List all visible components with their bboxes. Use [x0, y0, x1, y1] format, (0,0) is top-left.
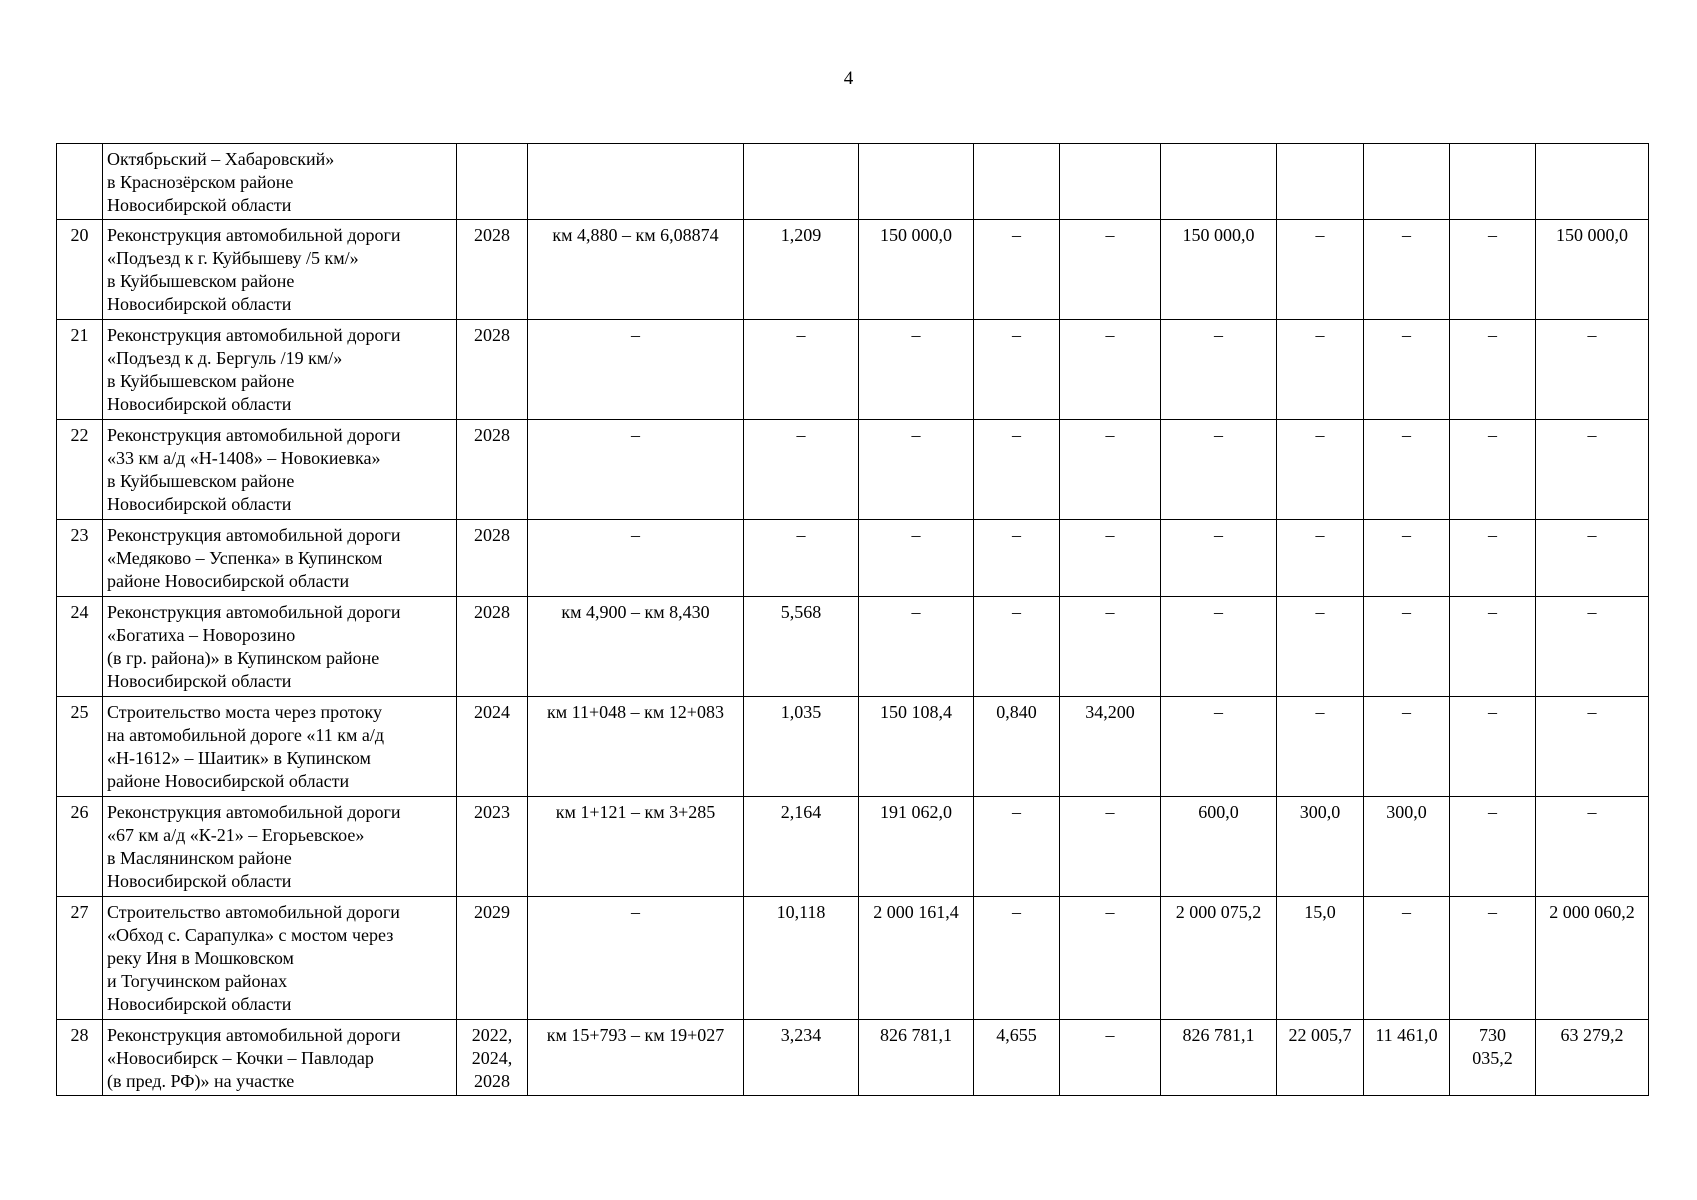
value-col-9: –: [1161, 420, 1277, 520]
total-cost: –: [859, 520, 974, 597]
length-km: 1,209: [744, 220, 859, 320]
value-col-13: 150 000,0: [1536, 220, 1649, 320]
row-number: 25: [57, 697, 103, 797]
value-col-12: –: [1450, 897, 1536, 1020]
value-col-13: –: [1536, 597, 1649, 697]
length-km: –: [744, 420, 859, 520]
value-col-8: –: [1060, 897, 1161, 1020]
row-number: 21: [57, 320, 103, 420]
value-col-8: [1060, 144, 1161, 220]
value-col-12: –: [1450, 420, 1536, 520]
total-cost: 826 781,1: [859, 1020, 974, 1096]
project-name: Октябрьский – Хабаровский» в Краснозёрском районе Новосибирской области: [103, 144, 457, 220]
value-col-13: [1536, 144, 1649, 220]
road-section: –: [528, 520, 744, 597]
length-km: 2,164: [744, 797, 859, 897]
value-col-9: 2 000 075,2: [1161, 897, 1277, 1020]
row-number: 20: [57, 220, 103, 320]
value-col-10: –: [1277, 520, 1364, 597]
total-cost: [859, 144, 974, 220]
project-year: 2028: [457, 220, 528, 320]
row-number: [57, 144, 103, 220]
value-col-12: –: [1450, 220, 1536, 320]
project-name: Строительство автомобильной дороги «Обход с. Сарапулка» с мостом через реку Иня в Мошковском и Тогучинском районах Новосибирской области: [103, 897, 457, 1020]
length-km: –: [744, 320, 859, 420]
road-section: –: [528, 897, 744, 1020]
project-name: Реконструкция автомобильной дороги «Подъезд к д. Бергуль /19 км/» в Куйбышевском районе Новосибирской области: [103, 320, 457, 420]
value-col-11: –: [1364, 597, 1450, 697]
value-col-10: –: [1277, 420, 1364, 520]
value-col-7: –: [974, 520, 1060, 597]
road-section: км 4,880 – км 6,08874: [528, 220, 744, 320]
value-col-13: 63 279,2: [1536, 1020, 1649, 1096]
value-col-12: 730 035,2: [1450, 1020, 1536, 1096]
project-year: 2022, 2024, 2028: [457, 1020, 528, 1096]
table-row: [57, 220, 1649, 320]
value-col-13: –: [1536, 320, 1649, 420]
value-col-7: –: [974, 220, 1060, 320]
value-col-12: –: [1450, 520, 1536, 597]
project-year: 2028: [457, 520, 528, 597]
value-col-11: 300,0: [1364, 797, 1450, 897]
value-col-7: –: [974, 320, 1060, 420]
value-col-10: [1277, 144, 1364, 220]
value-col-7: –: [974, 420, 1060, 520]
value-col-10: –: [1277, 697, 1364, 797]
table-row: [57, 797, 1649, 897]
table-row: [57, 144, 1649, 220]
road-section: км 1+121 – км 3+285: [528, 797, 744, 897]
value-col-9: 150 000,0: [1161, 220, 1277, 320]
road-section: км 15+793 – км 19+027: [528, 1020, 744, 1096]
length-km: 3,234: [744, 1020, 859, 1096]
row-number: 26: [57, 797, 103, 897]
value-col-8: –: [1060, 320, 1161, 420]
value-col-11: –: [1364, 520, 1450, 597]
value-col-12: –: [1450, 320, 1536, 420]
project-year: 2028: [457, 320, 528, 420]
value-col-11: –: [1364, 697, 1450, 797]
value-col-7: [974, 144, 1060, 220]
length-km: 1,035: [744, 697, 859, 797]
value-col-11: –: [1364, 220, 1450, 320]
value-col-11: [1364, 144, 1450, 220]
value-col-8: 34,200: [1060, 697, 1161, 797]
total-cost: 150 000,0: [859, 220, 974, 320]
total-cost: –: [859, 420, 974, 520]
value-col-9: –: [1161, 520, 1277, 597]
value-col-8: –: [1060, 520, 1161, 597]
value-col-9: –: [1161, 697, 1277, 797]
project-year: [457, 144, 528, 220]
value-col-9: –: [1161, 320, 1277, 420]
row-number: 27: [57, 897, 103, 1020]
value-col-10: 15,0: [1277, 897, 1364, 1020]
row-number: 24: [57, 597, 103, 697]
road-projects-table: [56, 143, 1649, 1096]
table-body: [57, 144, 1649, 1096]
value-col-12: –: [1450, 697, 1536, 797]
value-col-13: –: [1536, 420, 1649, 520]
total-cost: 150 108,4: [859, 697, 974, 797]
value-col-9: [1161, 144, 1277, 220]
value-col-9: 600,0: [1161, 797, 1277, 897]
row-number: 23: [57, 520, 103, 597]
table-row: [57, 420, 1649, 520]
length-km: 5,568: [744, 597, 859, 697]
project-year: 2028: [457, 420, 528, 520]
value-col-12: –: [1450, 597, 1536, 697]
value-col-8: –: [1060, 220, 1161, 320]
road-section: –: [528, 320, 744, 420]
value-col-13: –: [1536, 520, 1649, 597]
row-number: 22: [57, 420, 103, 520]
value-col-11: –: [1364, 420, 1450, 520]
project-name: Реконструкция автомобильной дороги «33 км а/д «Н-1408» – Новокиевка» в Куйбышевском районе Новосибирской области: [103, 420, 457, 520]
project-year: 2029: [457, 897, 528, 1020]
value-col-11: –: [1364, 897, 1450, 1020]
total-cost: 2 000 161,4: [859, 897, 974, 1020]
value-col-7: 0,840: [974, 697, 1060, 797]
value-col-10: –: [1277, 220, 1364, 320]
value-col-7: –: [974, 797, 1060, 897]
value-col-7: –: [974, 597, 1060, 697]
value-col-10: 22 005,7: [1277, 1020, 1364, 1096]
project-name: Реконструкция автомобильной дороги «Богатиха – Новорозино (в гр. района)» в Купинском районе Новосибирской области: [103, 597, 457, 697]
value-col-13: –: [1536, 797, 1649, 897]
length-km: 10,118: [744, 897, 859, 1020]
length-km: [744, 144, 859, 220]
total-cost: 191 062,0: [859, 797, 974, 897]
value-col-10: –: [1277, 597, 1364, 697]
value-col-12: [1450, 144, 1536, 220]
length-km: –: [744, 520, 859, 597]
road-section: км 11+048 – км 12+083: [528, 697, 744, 797]
project-year: 2028: [457, 597, 528, 697]
project-name: Строительство моста через протоку на автомобильной дороге «11 км а/д «Н-1612» – Шаитик» в Купинском районе Новосибирской области: [103, 697, 457, 797]
project-name: Реконструкция автомобильной дороги «Медяково – Успенка» в Купинском районе Новосибирской области: [103, 520, 457, 597]
project-name: Реконструкция автомобильной дороги «Новосибирск – Кочки – Павлодар (в пред. РФ)» на участке: [103, 1020, 457, 1096]
value-col-10: –: [1277, 320, 1364, 420]
value-col-9: –: [1161, 597, 1277, 697]
row-number: 28: [57, 1020, 103, 1096]
table-row: [57, 520, 1649, 597]
value-col-11: 11 461,0: [1364, 1020, 1450, 1096]
total-cost: –: [859, 597, 974, 697]
project-name: Реконструкция автомобильной дороги «67 км а/д «К-21» – Егорьевское» в Маслянинском районе Новосибирской области: [103, 797, 457, 897]
table-row: [57, 697, 1649, 797]
value-col-13: –: [1536, 697, 1649, 797]
value-col-11: –: [1364, 320, 1450, 420]
total-cost: –: [859, 320, 974, 420]
value-col-8: –: [1060, 1020, 1161, 1096]
project-name: Реконструкция автомобильной дороги «Подъезд к г. Куйбышеву /5 км/» в Куйбышевском районе Новосибирской области: [103, 220, 457, 320]
table-row: [57, 320, 1649, 420]
table-row: [57, 597, 1649, 697]
road-section: км 4,900 – км 8,430: [528, 597, 744, 697]
project-year: 2023: [457, 797, 528, 897]
value-col-12: –: [1450, 797, 1536, 897]
project-year: 2024: [457, 697, 528, 797]
value-col-8: –: [1060, 420, 1161, 520]
value-col-8: –: [1060, 597, 1161, 697]
value-col-10: 300,0: [1277, 797, 1364, 897]
value-col-13: 2 000 060,2: [1536, 897, 1649, 1020]
value-col-8: –: [1060, 797, 1161, 897]
road-section: –: [528, 420, 744, 520]
page-number: 4: [843, 68, 854, 89]
value-col-7: 4,655: [974, 1020, 1060, 1096]
road-section: [528, 144, 744, 220]
value-col-7: –: [974, 897, 1060, 1020]
value-col-9: 826 781,1: [1161, 1020, 1277, 1096]
table-row: [57, 1020, 1649, 1096]
table-row: [57, 897, 1649, 1020]
